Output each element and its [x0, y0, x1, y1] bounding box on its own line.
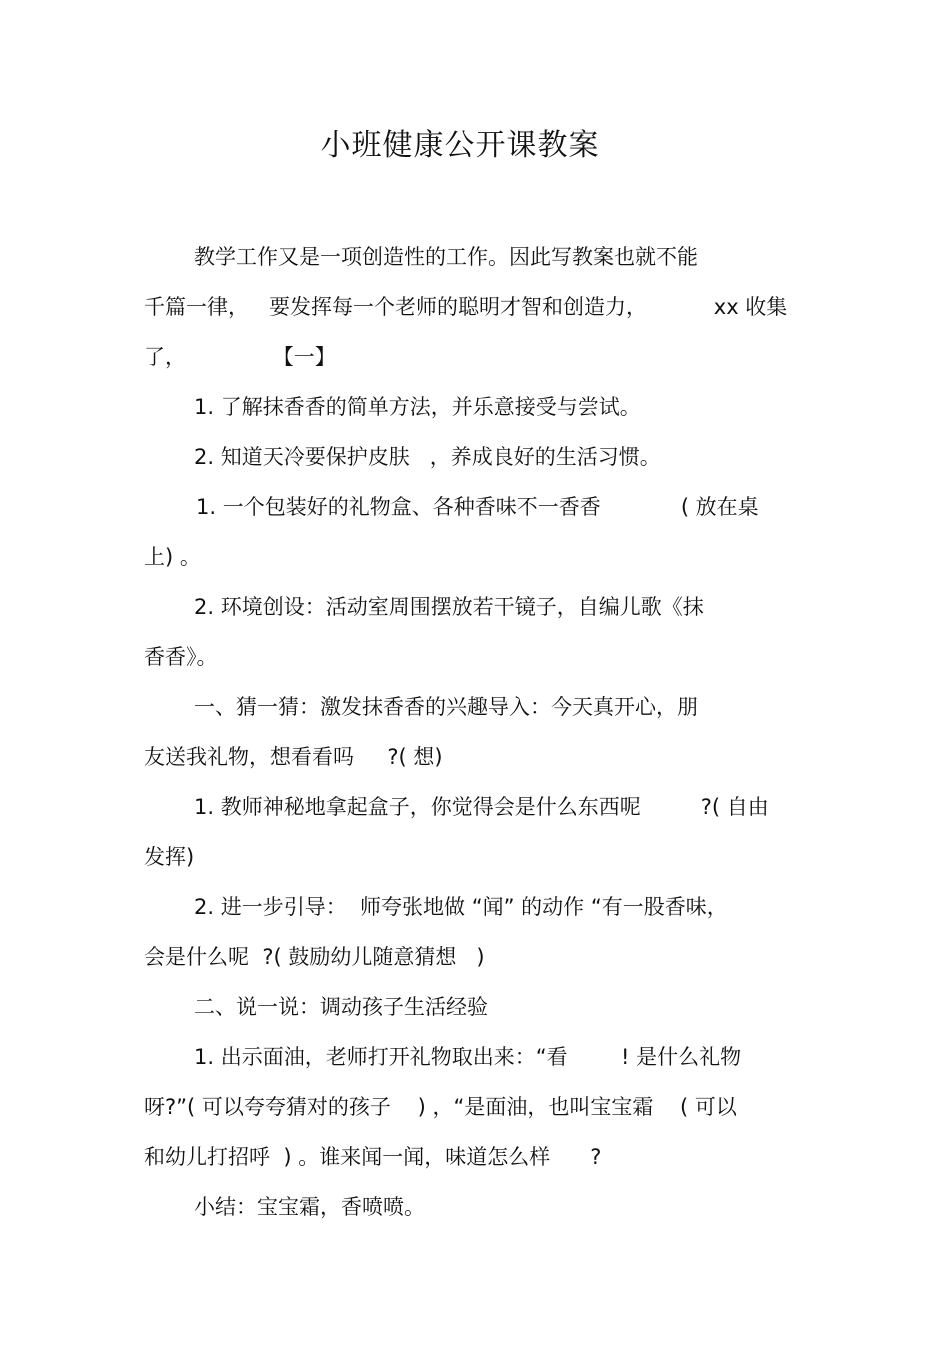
text-line: 小结：宝宝霜，香喷喷。: [194, 1195, 425, 1219]
text-line: 呀?”( 可以夸夸猜对的孩子 ) ，“是面油，也叫宝宝霜 ( 可以: [144, 1095, 737, 1119]
text-line: 1. 教师神秘地拿起盒子，你觉得会是什么东西呢 ?( 自由: [194, 795, 769, 819]
text-line: 教学工作又是一项创造性的工作。因此写教案也就不能: [194, 245, 698, 269]
text-line: 1. 出示面油，老师打开礼物取出来：“看 ! 是什么礼物: [194, 1045, 742, 1069]
text-line: 2. 进一步引导： 师夸张地做 “闻” 的动作 “有一股香味，: [194, 895, 728, 919]
text-line: 一、猜一猜：激发抹香香的兴趣导入：今天真开心，朋: [194, 695, 698, 719]
text-line: 了， 【一】: [144, 345, 336, 369]
text-line: 千篇一律， 要发挥每一个老师的聪明才智和创造力， xx 收集: [144, 295, 788, 319]
text-line: 香香》。: [144, 645, 218, 669]
text-line: 2. 环境创设：活动室周围摆放若干镜子，自编儿歌《抹: [194, 595, 704, 619]
text-line: 上) 。: [144, 545, 201, 569]
text-line: 发挥): [144, 845, 195, 869]
text-line: 1. 一个包装好的礼物盒、各种香味不一香香 ( 放在桌: [196, 495, 759, 519]
text-line: 二、说一说：调动孩子生活经验: [194, 995, 488, 1019]
text-line: 友送我礼物，想看看吗 ?( 想): [144, 745, 443, 769]
text-line: 会是什么呢 ?( 鼓励幼儿随意猜想 ): [144, 945, 485, 969]
text-line: 1. 了解抹香香的简单方法，并乐意接受与尝试。: [194, 395, 641, 419]
document-title: 小班健康公开课教案: [320, 128, 600, 163]
text-line: 2. 知道天冷要保护皮肤 ，养成良好的生活习惯。: [194, 445, 661, 469]
text-line: 和幼儿打招呼 ) 。谁来闻一闻，味道怎么样 ?: [144, 1145, 602, 1169]
